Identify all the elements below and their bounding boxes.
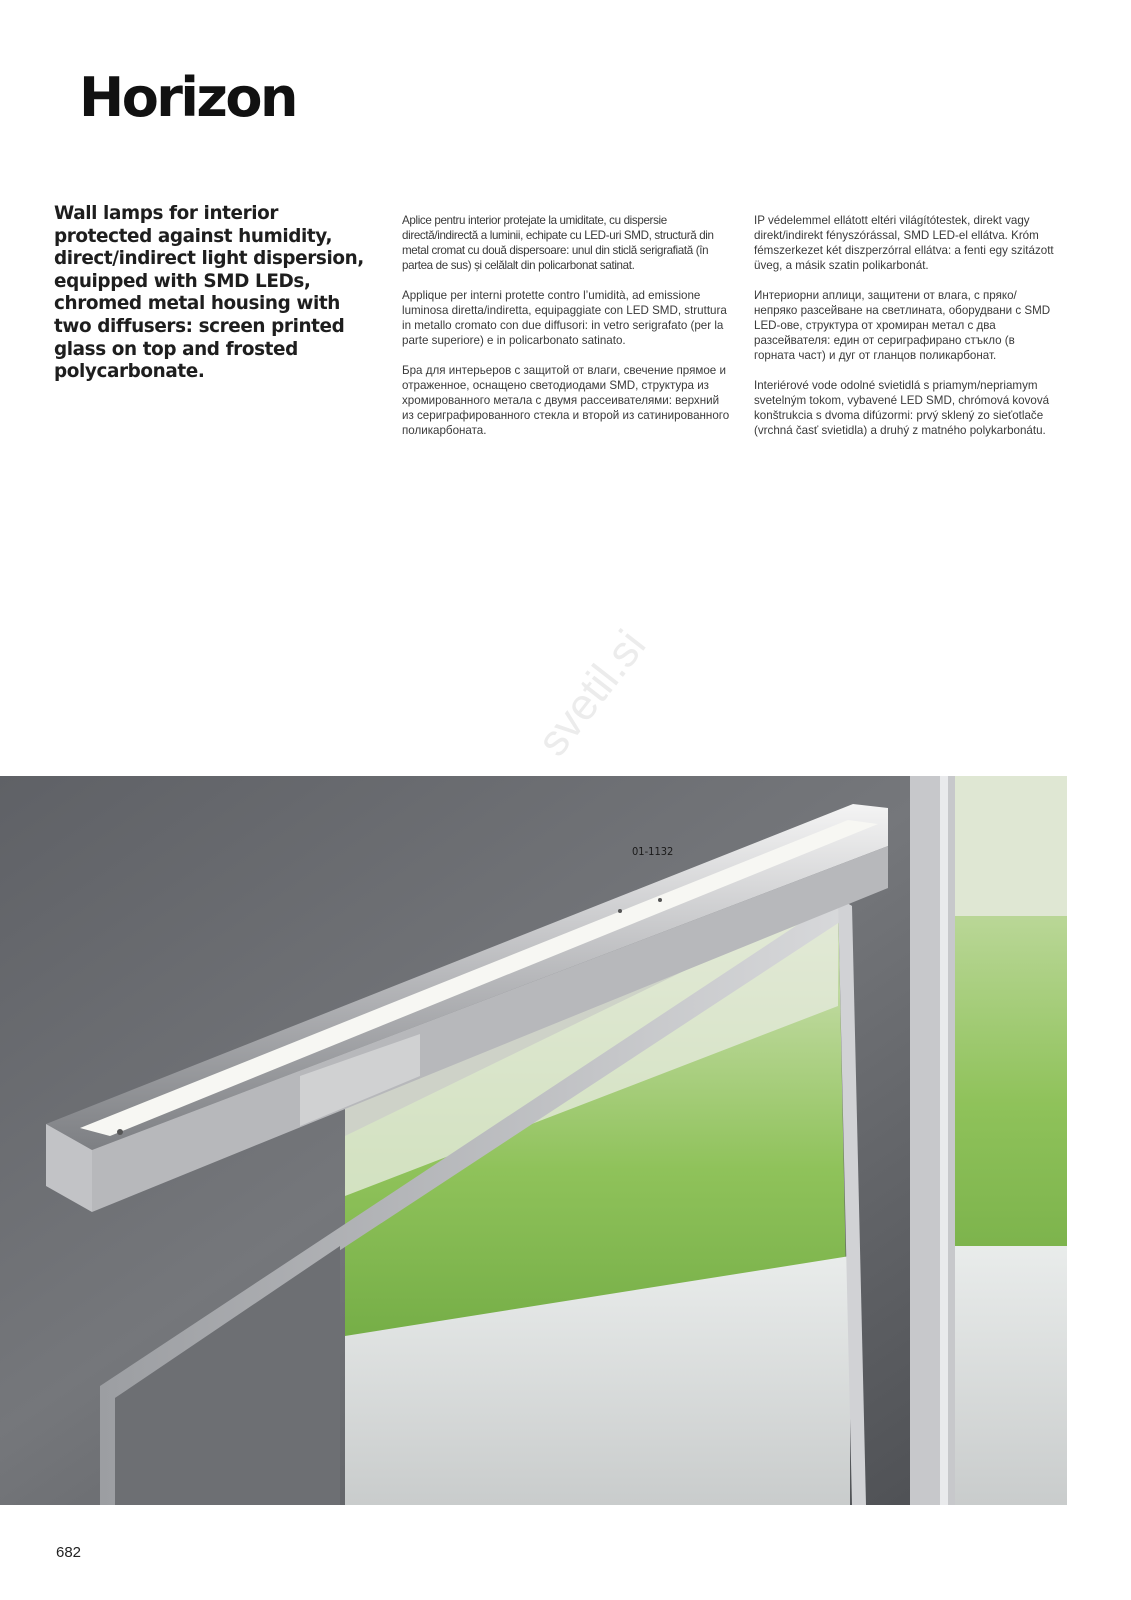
description-it: Applique per interni protette contro l’umidità, ad emissione luminosa diretta/indiretta, equipaggiate con LED SMD, struttura in metallo cromato con due diffusori: in vetro serigrafato (per la parte superiore) e in policarbonato satinato. xyxy=(402,289,727,347)
description-sk: Interiérové vode odolné svietidlá s priamym/nepriamym svetelným tokom, vybavené LED SMD, chrómová kovová konštrukcia s dvoma difúzormi: prvý sklený zo sieťotlače (vrchná časť svietidla) a druhý z matného polykarbonátu. xyxy=(754,379,1050,437)
description-bg: Интериорни аплици, защитени от влага, с пряко/непряко разсейване на светлината, оборудвани с SMD LED-ове, структура от хромиран метал с два разсейвателя: един от сериграфирано стъкло (в горната част) и дуг от гланцов поликарбонат. xyxy=(754,289,1051,362)
description-column-middle xyxy=(402,213,732,453)
product-code-label: 01-1132 xyxy=(632,845,674,858)
product-photo xyxy=(0,776,1067,1505)
description-ro: Aplice pentru interior protejate la umiditate, cu dispersie directă/indirectă a luminii, echipate cu LED-uri SMD, structură din metal cromat cu două dispersoare: unul din sticlă serigrafiată (în partea de sus) și celălalt din policarbonat satinat. xyxy=(402,214,714,272)
description-column-right xyxy=(754,213,1054,453)
watermark-text: svetil.si xyxy=(528,621,656,766)
description-hu: IP védelemmel ellátott eltéri világítótestek, direkt vagy direkt/indirekt fényszórással, SMD LED-el ellátva. Króm fémszerkezet két diszperzórral ellátva: a fenti egy szitázott üveg, a másik szatin polikarbonát. xyxy=(754,214,1054,272)
lead-description: Wall lamps for interior protected against humidity, direct/indirect light dispersion, equipped with SMD LEDs, chromed metal housing with two diffusers: screen printed glass on top and frosted polycarbonate. xyxy=(54,203,364,383)
page-number: 682 xyxy=(56,1544,82,1561)
page-title: Horizon xyxy=(79,66,296,129)
description-ru: Бра для интерьеров с защитой от влаги, свечение прямое и отраженное, оснащено светодиодами SMD, структура из хромированного метала с двумя рассеивателями: верхний из сериграфированного стекла и второй из сатинированного поликарбоната. xyxy=(402,364,730,437)
